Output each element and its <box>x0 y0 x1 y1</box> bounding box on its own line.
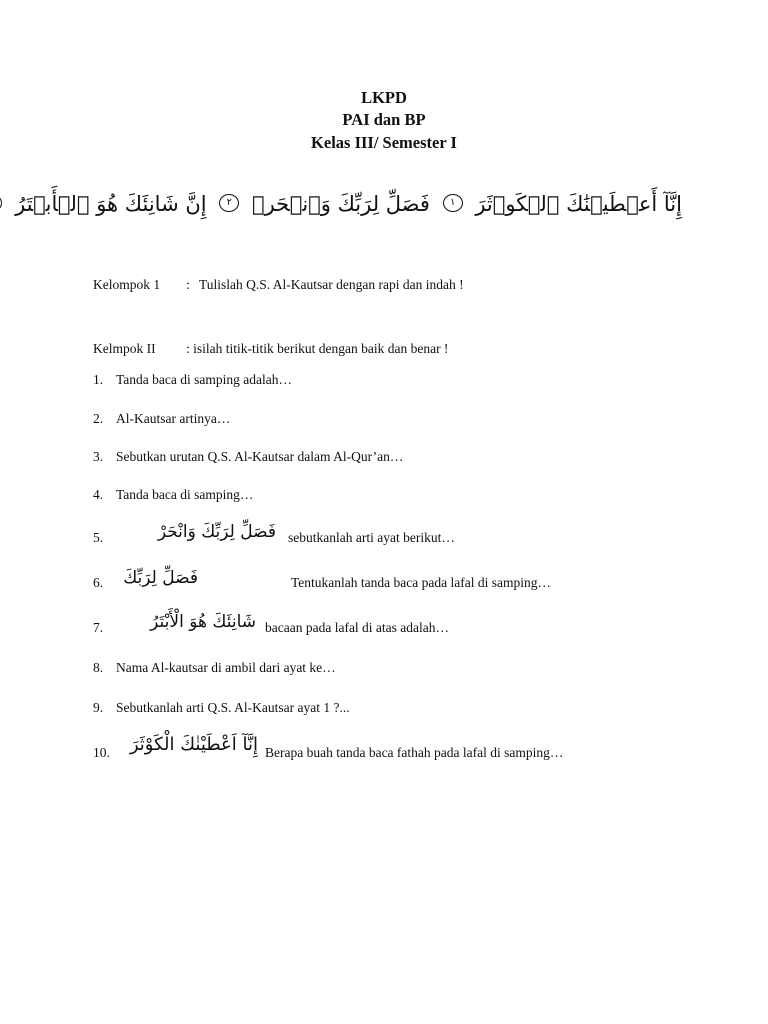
question-2-text: Al-Kautsar artinya… <box>116 411 231 426</box>
question-4-text: Tanda baca di samping… <box>116 487 254 502</box>
question-5-text: sebutkanlah arti ayat berikut… <box>288 530 455 545</box>
kelompok-1-label: Kelompok 1 <box>93 277 161 292</box>
question-9-number: 9. <box>93 700 104 715</box>
ayah-3: إِنَّ شَانِئَكَ هُوَ ٱلۡأَبۡتَرُ <box>15 192 207 216</box>
question-6-arabic: فَصَلِّ لِرَبِّكَ <box>123 568 198 588</box>
surah-al-kautsar-text <box>15 180 682 228</box>
kelompok-2-label: Kelmpok II <box>93 341 156 356</box>
question-7-number: 7. <box>93 620 104 635</box>
title-lkpd: LKPD <box>361 88 407 107</box>
question-6-text: Tentukanlah tanda baca pada lafal di samping… <box>291 575 551 590</box>
kelompok-1-colon: : <box>186 277 190 292</box>
question-6-number: 6. <box>93 575 104 590</box>
ayah-3-marker <box>0 194 2 212</box>
ayah-1: إِنَّآ أَعۡطَيۡنَٰكَ ٱلۡكَوۡثَرَ <box>475 192 682 216</box>
kelompok-2-instruction: : isilah titik-titik berikut dengan baik dan benar ! <box>186 341 449 356</box>
ayah-2: فَصَلِّ لِرَبِّكَ وَٱنۡحَرۡ <box>251 192 430 216</box>
kelompok-1-instruction: Tulislah Q.S. Al-Kautsar dengan rapi dan indah ! <box>199 277 464 292</box>
question-1-text: Tanda baca di samping adalah… <box>116 372 292 387</box>
question-10-arabic: إِنَّآ اَعْطَيْنٰكَ الْكَوْثَرَ <box>129 734 258 755</box>
question-8-number: 8. <box>93 660 104 675</box>
question-4-number: 4. <box>93 487 104 502</box>
title-subject: PAI dan BP <box>342 110 426 129</box>
question-5-number: 5. <box>93 530 104 545</box>
question-1-number: 1. <box>93 372 104 387</box>
question-2-number: 2. <box>93 411 104 426</box>
question-3-text: Sebutkan urutan Q.S. Al-Kautsar dalam Al-Qur’an… <box>116 449 404 464</box>
question-8-text: Nama Al-kautsar di ambil dari ayat ke… <box>116 660 336 675</box>
question-3-number: 3. <box>93 449 104 464</box>
title-class-semester: Kelas III/ Semester I <box>311 133 457 152</box>
ayah-1-marker: ١ <box>443 194 463 212</box>
ayah-2-marker: ٢ <box>219 194 239 212</box>
question-7-arabic: شَانِئَكَ هُوَ الْأَبْتَرُ <box>150 612 256 632</box>
question-10-number: 10. <box>93 745 110 760</box>
question-10-text: Berapa buah tanda baca fathah pada lafal di samping… <box>265 745 564 760</box>
question-7-text: bacaan pada lafal di atas adalah… <box>265 620 450 635</box>
question-9-text: Sebutkanlah arti Q.S. Al-Kautsar ayat 1 ?... <box>116 700 350 715</box>
question-5-arabic: فَصَلِّ لِرَبِّكَ وَانْحَرْ <box>157 522 276 542</box>
